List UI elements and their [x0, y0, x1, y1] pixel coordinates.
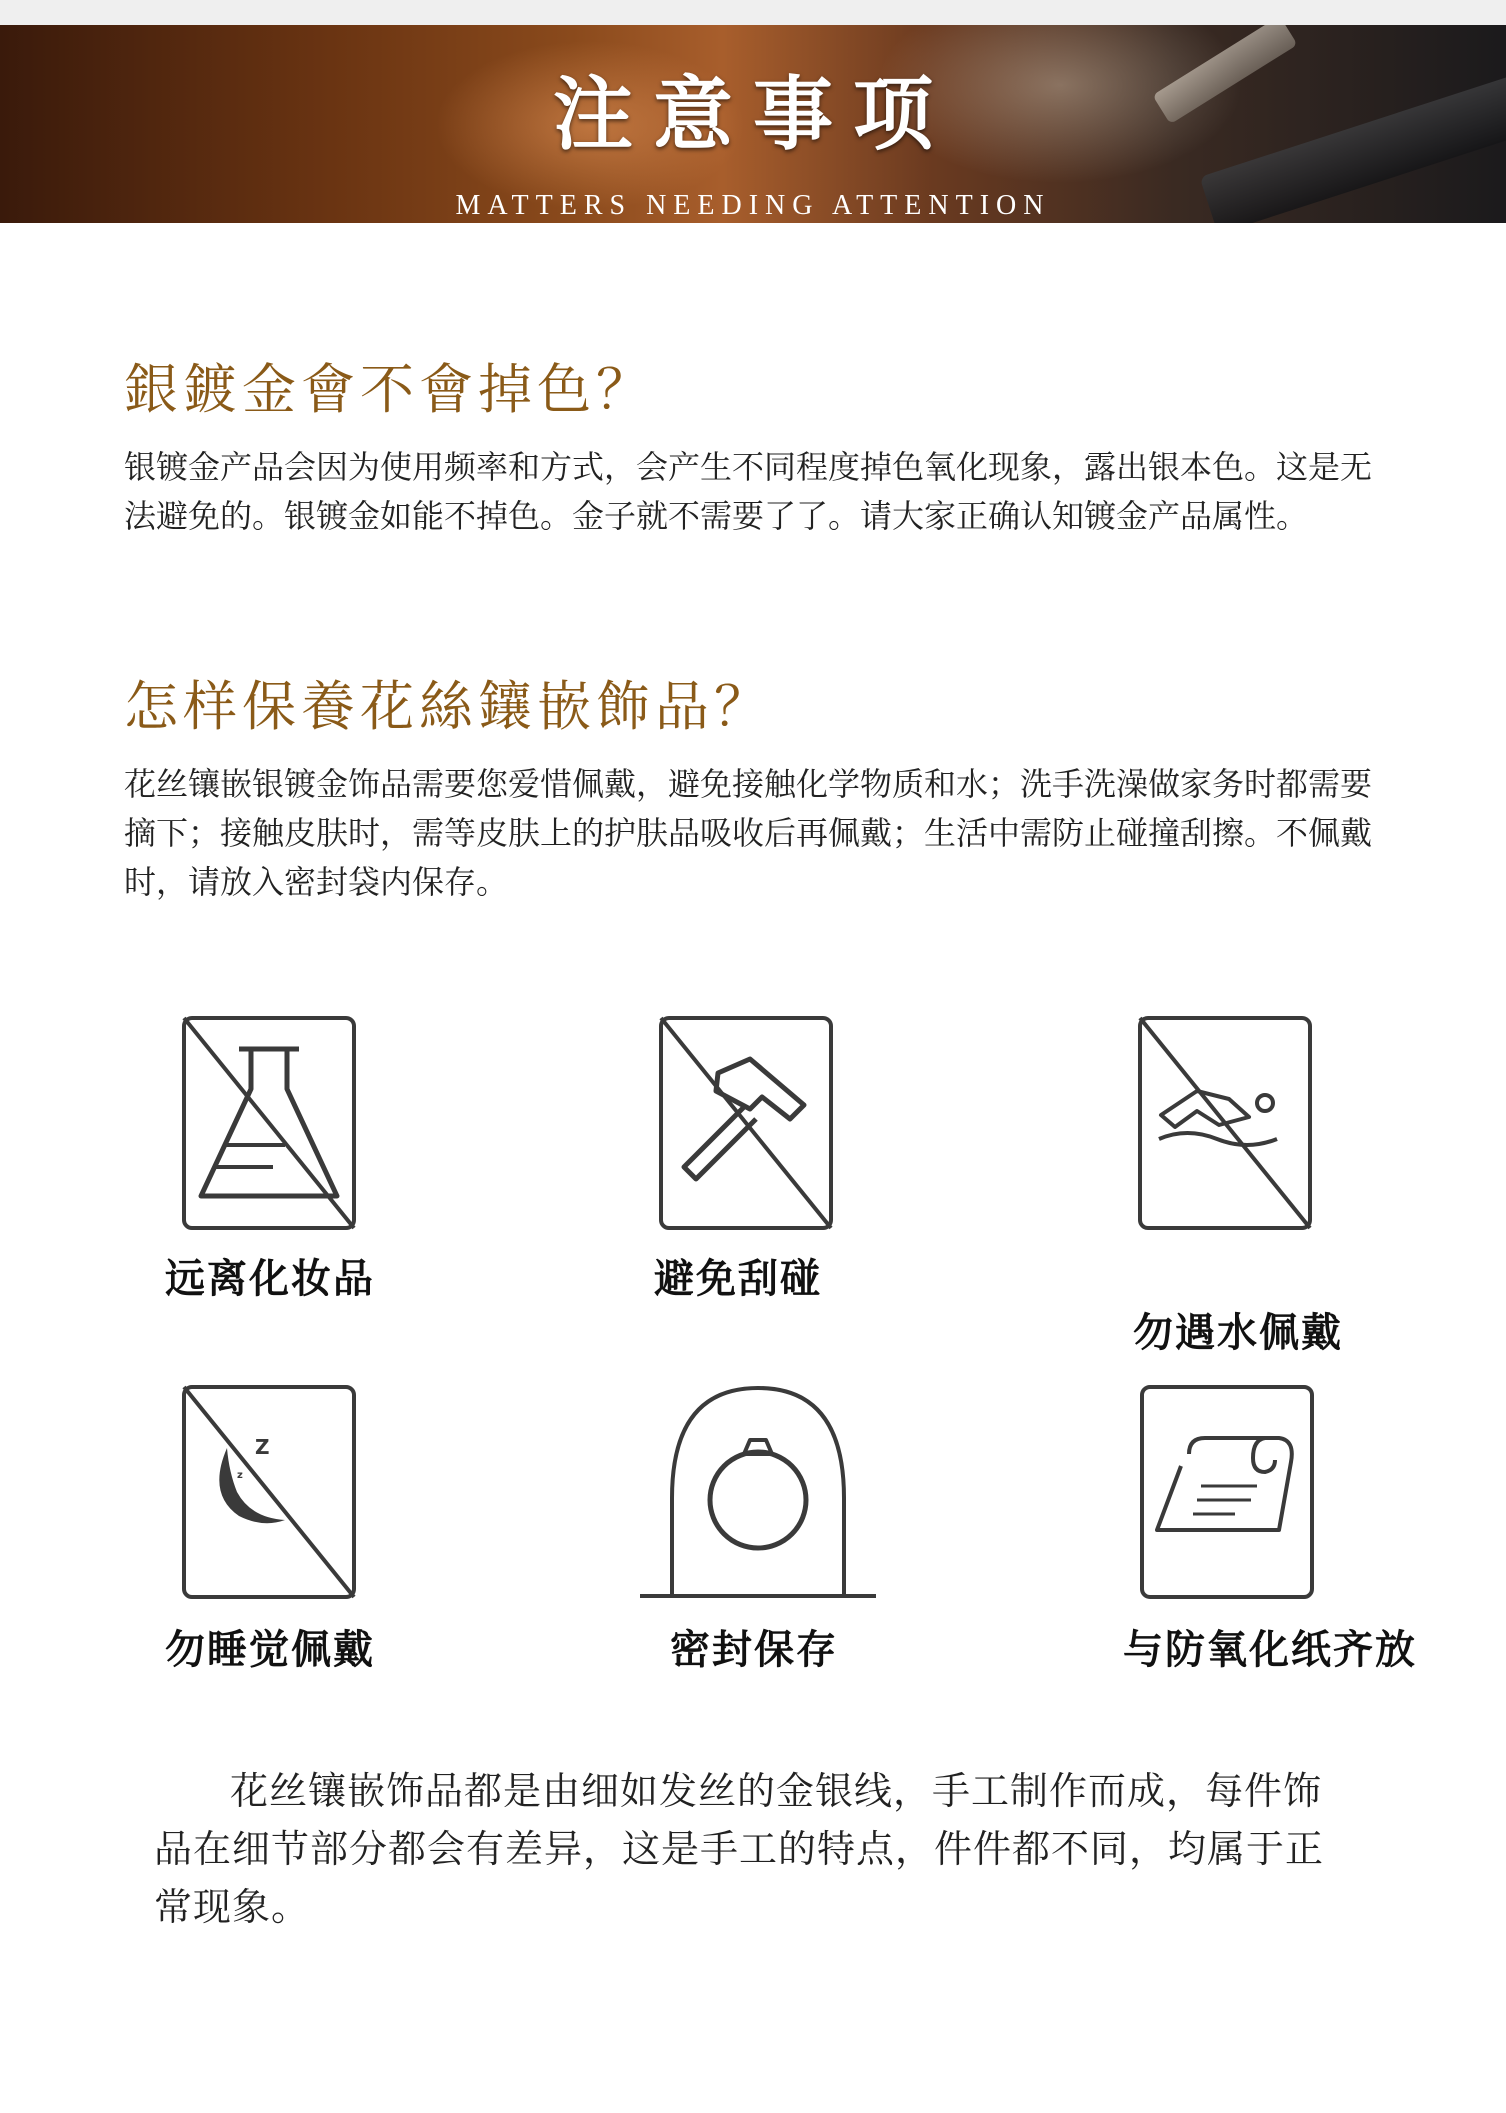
care-label-water: 勿遇水佩戴: [1133, 1310, 1343, 1356]
banner-subtitle: MATTERS NEEDING ATTENTION: [455, 190, 1051, 221]
care-label-scratch: 避免刮碰: [654, 1256, 822, 1302]
anti-oxidation-paper-icon: [1139, 1384, 1315, 1600]
header-banner: [0, 25, 1506, 223]
ring-in-sealed-bag-icon: [640, 1378, 876, 1600]
care-label-cosmetics: 远离化妆品: [165, 1256, 375, 1302]
handmade-footnote: 花丝镶嵌饰品都是由细如发丝的金银线，手工制作而成，每件饰品在细节部分都会有差异，这是手工的特点，件件都不同，均属于正常现象。: [154, 1769, 1325, 1929]
no-hammer-icon: [658, 1015, 834, 1231]
top-strip: [0, 0, 1506, 25]
care-label-paper: 与防氧化纸齐放: [1123, 1627, 1417, 1673]
no-sleeping-moon-icon: [181, 1384, 357, 1600]
section-body-plating: 银镀金产品会因为使用频率和方式，会产生不同程度掉色氧化现象，露出银本色。这是无法避免的。银镀金如能不掉色。金子就不需要了了。请大家正确认知镀金产品属性。: [124, 448, 1373, 535]
no-chemical-flask-icon: [181, 1015, 357, 1231]
section-heading-care: 怎样保養花絲鑲嵌飾品？: [124, 675, 773, 738]
banner-title: 注意事项: [553, 67, 953, 161]
svg-text:z: z: [237, 1470, 243, 1481]
no-swimming-icon: [1137, 1015, 1313, 1231]
section-heading-plating: 銀鍍金會不會掉色？: [124, 358, 655, 421]
svg-text:Z: Z: [255, 1435, 270, 1459]
care-label-sleep: 勿睡觉佩戴: [165, 1627, 375, 1673]
section-body-care: 花丝镶嵌银镀金饰品需要您爱惜佩戴，避免接触化学物质和水；洗手洗澡做家务时都需要摘下；接触皮肤时，需等皮肤上的护肤品吸收后再佩戴；生活中需防止碰撞刮擦。不佩戴时，请放入密封袋内保存。: [124, 765, 1373, 901]
care-label-sealed: 密封保存: [670, 1627, 838, 1673]
